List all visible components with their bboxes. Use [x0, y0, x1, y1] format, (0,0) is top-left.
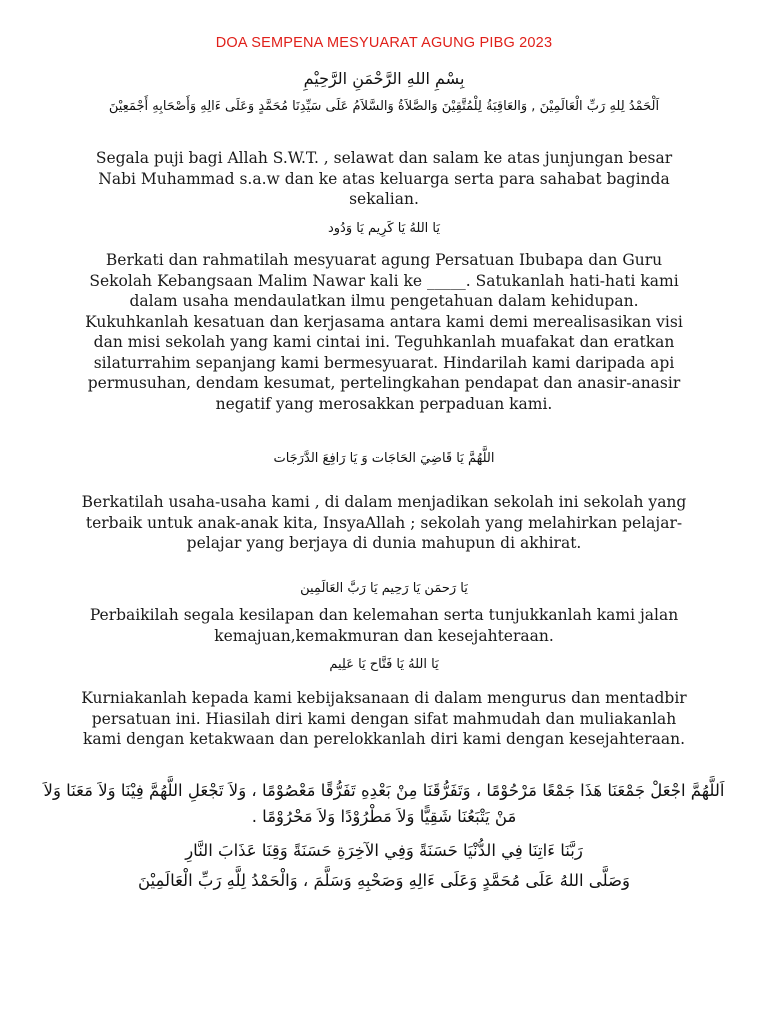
paragraph-1: Berkati dan rahmatilah mesyuarat agung Persatuan Ibubapa dan Guru Sekolah Kebangsaan Malim Nawar kali ke _____. Satukanlah hati-hati kami dalam usaha mendaulatkan ilmu pengetahuan dalam kehidupan. Kukuhkanlah kesatuan dan kerjasama antara kami demi merealisasikan visi dan misi sekolah yang kami cintai ini. Teguhkanlah muafakat dan eratkan silaturrahim sepanjang kami bermesyuarat. Hindarilah kami daripada api permusuhan, dendam kesumat, pertelingkahan pendapat dan anasir-anasir negatif yang merosakkan perpaduan kami. [85, 251, 683, 413]
invocation-3: يَا رَحمَن يَا رَحِيم يَا رَبَّ العَالَمِين [300, 581, 468, 596]
basmalah: بِسْمِ اللهِ الرَّحْمَنِ الرَّحِيْمِ [303, 69, 465, 88]
closing-arabic: اَللَّهُمَّ اجْعَلْ جَمْعَنَا هَذَا جَمْعًا مَرْحُوْمًا ، وَتَفَرُّقَنَا مِنْ بَعْدِهِ تَفَرُّقًا مَعْصُوْمًا ، وَلاَ تَجْعَلِ اللَّهُمَّ فِيْنَا وَلاَ مَعَنَا وَلاَ مَنْ يَتْبَعُنَا شَقِيًّا وَلاَ مَطْرُوْدًا وَلاَ مَحْرُوْمًا . [43, 781, 725, 826]
invocation-2: اللَّهُمَّ يَا قَاضِيَ الحَاجَات وَ يَا رَافِعَ الدَّرَجَات [273, 451, 495, 466]
document-title: DOA SEMPENA MESYUARAT AGUNG PIBG 2023 [215, 35, 553, 51]
invocation-4: يَا اللهُ يَا فَتَّاح يَا عَلِيم [329, 657, 439, 672]
opening-arabic: اَلْحَمْدُ لِلهِ رَبِّ الْعَالَمِيْنَ , وَالعَاقِبَةُ لِلْمُتَّقِيْنَ وَالصَّلاَةُ وَالسَّلاَمُ عَلَى سَيِّدِنَا مُحَمَّدٍ وَعَلَى ءَالِهِ وَأَصْحَابِهِ أَجْمَعِيْنَ [108, 99, 660, 114]
rabbana-prayer: رَبَّنَا ءَاتِنَا فِي الدُّنْيَا حَسَنَةً وَفِي الآخِرَةِ حَسَنَةً وَقِنَا عَذَابَ النَّارِ [185, 841, 583, 860]
closing-salawat: وَصَلَّى اللهُ عَلَى مُحَمَّدٍ وَعَلَى ءَالِهِ وَصَحْبِهِ وَسَلَّمَ ، وَالْحَمْدُ لِلَّهِ رَبِّ الْعَالَمِيْنَ [137, 871, 631, 890]
paragraph-4: Kurniakanlah kepada kami kebijaksanaan di dalam mengurus dan mentadbir persatuan ini. Hiasilah diri kami dengan sifat mahmudah dan muliakanlah kami dengan ketakwaan dan perelokkanlah diri kami dengan kesejahteraan. [81, 689, 687, 748]
paragraph-3: Perbaikilah segala kesilapan dan kelemahan serta tunjukkanlah kami jalan kemajuan,kemakmuran dan kesejahteraan. [89, 606, 679, 645]
invocation-1: يَا اللهُ يَا كَرِيم يَا وَدُود [327, 221, 440, 236]
paragraph-2: Berkatilah usaha-usaha kami , di dalam menjadikan sekolah ini sekolah yang terbaik untuk anak-anak kita, InsyaAllah ; sekolah yang melahirkan pelajar-pelajar yang berjaya di dunia mahupun di akhirat. [81, 493, 687, 552]
opening-malay: Segala puji bagi Allah S.W.T. , selawat dan salam ke atas junjungan besar Nabi Muhammad s.a.w dan ke atas keluarga serta para sahabat baginda sekalian. [95, 149, 673, 208]
